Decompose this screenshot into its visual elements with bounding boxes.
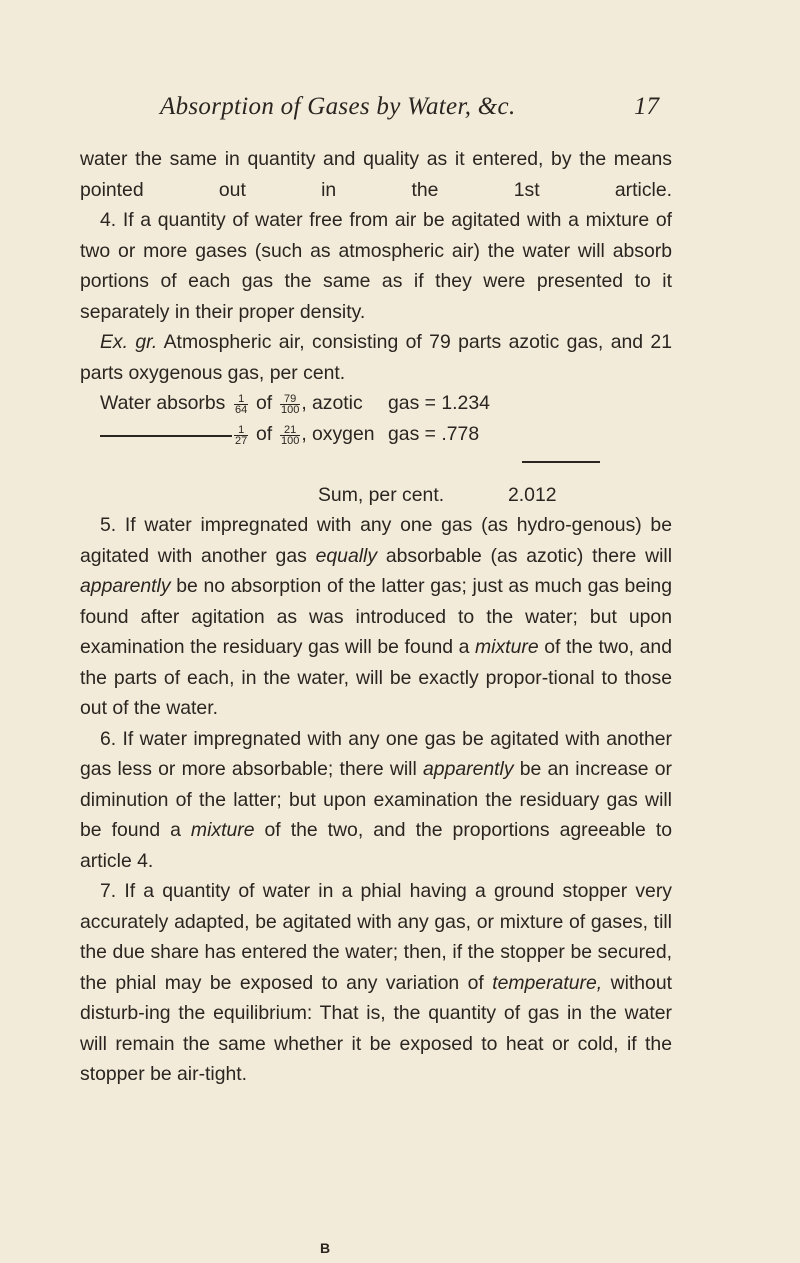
fraction-one-64th: $\frac{1}{64}$ bbox=[235, 393, 248, 416]
ditto-rule bbox=[100, 435, 232, 437]
calc-prefix: Water absorbs bbox=[100, 392, 226, 414]
fraction-79-100: $\frac{79}{100}$ bbox=[281, 393, 300, 416]
fraction-21-100: $\frac{21}{100}$ bbox=[281, 423, 300, 447]
paragraph-6: 6. If water impregnated with any one gas be agitated with another gas less or more absorbable; there will apparently be an increase or diminution of the latter; but upon examination the residuary gas will be found a mixture of the two, and the proportions agreeable to article 4. bbox=[80, 727, 673, 872]
calc-of: of bbox=[256, 392, 273, 414]
calc-sum-row bbox=[80, 480, 672, 511]
paragraph-5: 5. If water impregnated with any one gas (as hydro-genous) be agitated with another gas equally absorbable (as azotic) there will apparently be no absorption of the latter gas; just as much gas being found after agitation as was introduced to the water; but upon examination the residuary gas will be found a mixture of the two, and the parts of each, in the water, will be exactly propor-tional to those out of the water. bbox=[80, 514, 673, 719]
calc-of: of bbox=[256, 422, 273, 445]
paragraph-continuation: water the same in quantity and quality as it entered, by the means pointed out in the 1st article. bbox=[80, 148, 672, 201]
signature-mark: B bbox=[320, 1240, 331, 1256]
running-title: Absorption of Gases by Water, &c. bbox=[160, 93, 516, 120]
example-label: Ex. gr. bbox=[100, 331, 158, 353]
calc-row-oxygen: $\frac{1}{27}$ of $\frac{21}{100}$ , oxygen gas = .778 bbox=[80, 419, 672, 450]
calc-row-azotic: Water absorbs $\frac{1}{64}$ of $\frac{79}{100}$ , azotic gas = 1.234 bbox=[80, 388, 672, 419]
calc-result: gas = 1.234 bbox=[388, 392, 490, 414]
sum-value: 2.012 bbox=[508, 483, 557, 506]
example-text: Atmospheric air, consisting of 79 parts azotic gas, and 21 parts oxygenous gas, per cent. bbox=[80, 331, 672, 384]
sum-rule-line bbox=[80, 449, 672, 480]
fraction-one-27th: $\frac{1}{27}$ bbox=[235, 423, 248, 447]
calc-result: gas = .778 bbox=[388, 422, 480, 445]
sum-rule bbox=[522, 461, 600, 463]
calc-gas-name: oxygen bbox=[312, 422, 375, 445]
paragraph-7: 7. If a quantity of water in a phial having a ground stopper very accurately adapted, be agitated with any gas, or mixture of gases, till the due share has entered the water; then, if the stopper be secured, the phial may be exposed to any variation of temperature, without disturb-ing the equilibrium: That is, the quantity of gas in the water will remain the same whether it be exposed to heat or cold, if the stopper be air-tight. bbox=[80, 880, 673, 1085]
example-paragraph bbox=[80, 327, 672, 388]
paragraph-4: 4. If a quantity of water free from air be agitated with a mixture of two or more gases (such as atmospheric air) the water will absorb portions of each gas the same as if they were presented to it separately in their proper density. bbox=[80, 209, 672, 323]
page-body bbox=[80, 144, 672, 1090]
page-number: 17 bbox=[634, 93, 659, 120]
sum-label: Sum, per cent. bbox=[318, 483, 445, 506]
page-header bbox=[0, 93, 800, 133]
calc-gas-name: azotic bbox=[312, 392, 363, 414]
